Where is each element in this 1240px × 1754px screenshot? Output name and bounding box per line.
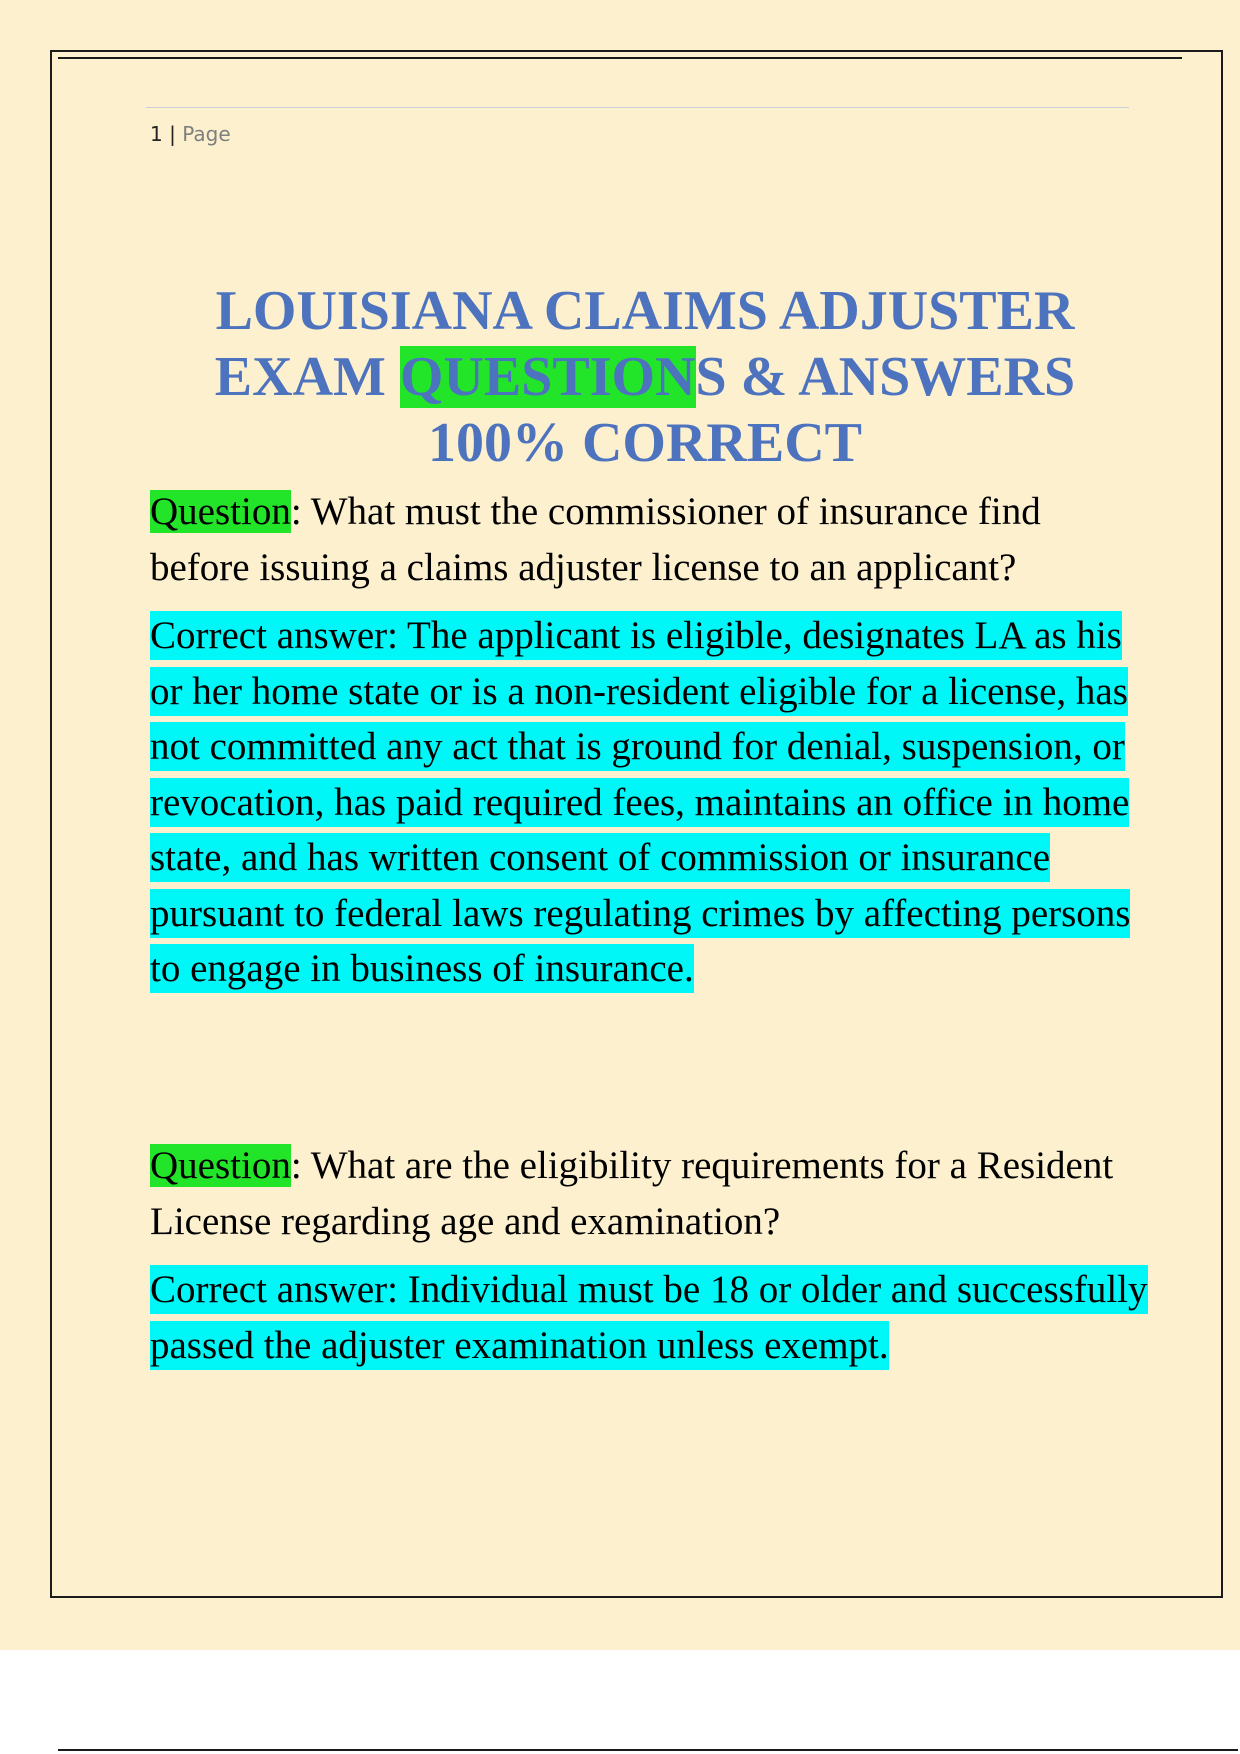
answer-2 [150,1262,1150,1373]
header-divider [146,107,1129,108]
question-label: Question [150,490,291,533]
page-number: 1 [150,122,163,146]
qa-item-1 [150,484,1150,997]
next-page-top-rule [58,1749,1238,1751]
document-title [150,278,1140,476]
answer-text: Correct answer: Individual must be 18 or older and successfully passed the adjuster examination unless exempt. [150,1265,1148,1370]
page-border-top-line [58,57,1182,59]
title-line-2 [150,344,1140,410]
title-line-1: LOUISIANA CLAIMS ADJUSTER [215,280,1075,342]
title-highlighted-word: QUESTION [399,346,696,408]
question-text: : What are the eligibility requirements for a Resident License regarding age and examination? [150,1144,1114,1243]
title-line-2-suffix: S & ANSWERS [695,346,1076,408]
qa-item-2 [150,1138,1150,1373]
page-label: Page [182,122,231,146]
title-line-2-prefix: EXAM [214,346,400,408]
page-number-separator: | [169,122,176,146]
question-label: Question [150,1144,291,1187]
question-text: : What must the commissioner of insurance find before issuing a claims adjuster license to an applicant? [150,490,1041,589]
answer-1 [150,608,1150,997]
title-line-3: 100% CORRECT [427,412,863,474]
question-1 [150,484,1150,596]
question-2 [150,1138,1150,1250]
page-number-header [150,122,231,146]
answer-text: Correct answer: The applicant is eligible, designates LA as his or her home state or is a non-resident eligible for a license, has not committed any act that is ground for denial, suspension, or revocation, has paid required fees, maintains an office in home state, and has written consent of commission or insurance pursuant to federal laws regulating crimes by affecting persons to engage in business of insurance. [150,611,1130,993]
